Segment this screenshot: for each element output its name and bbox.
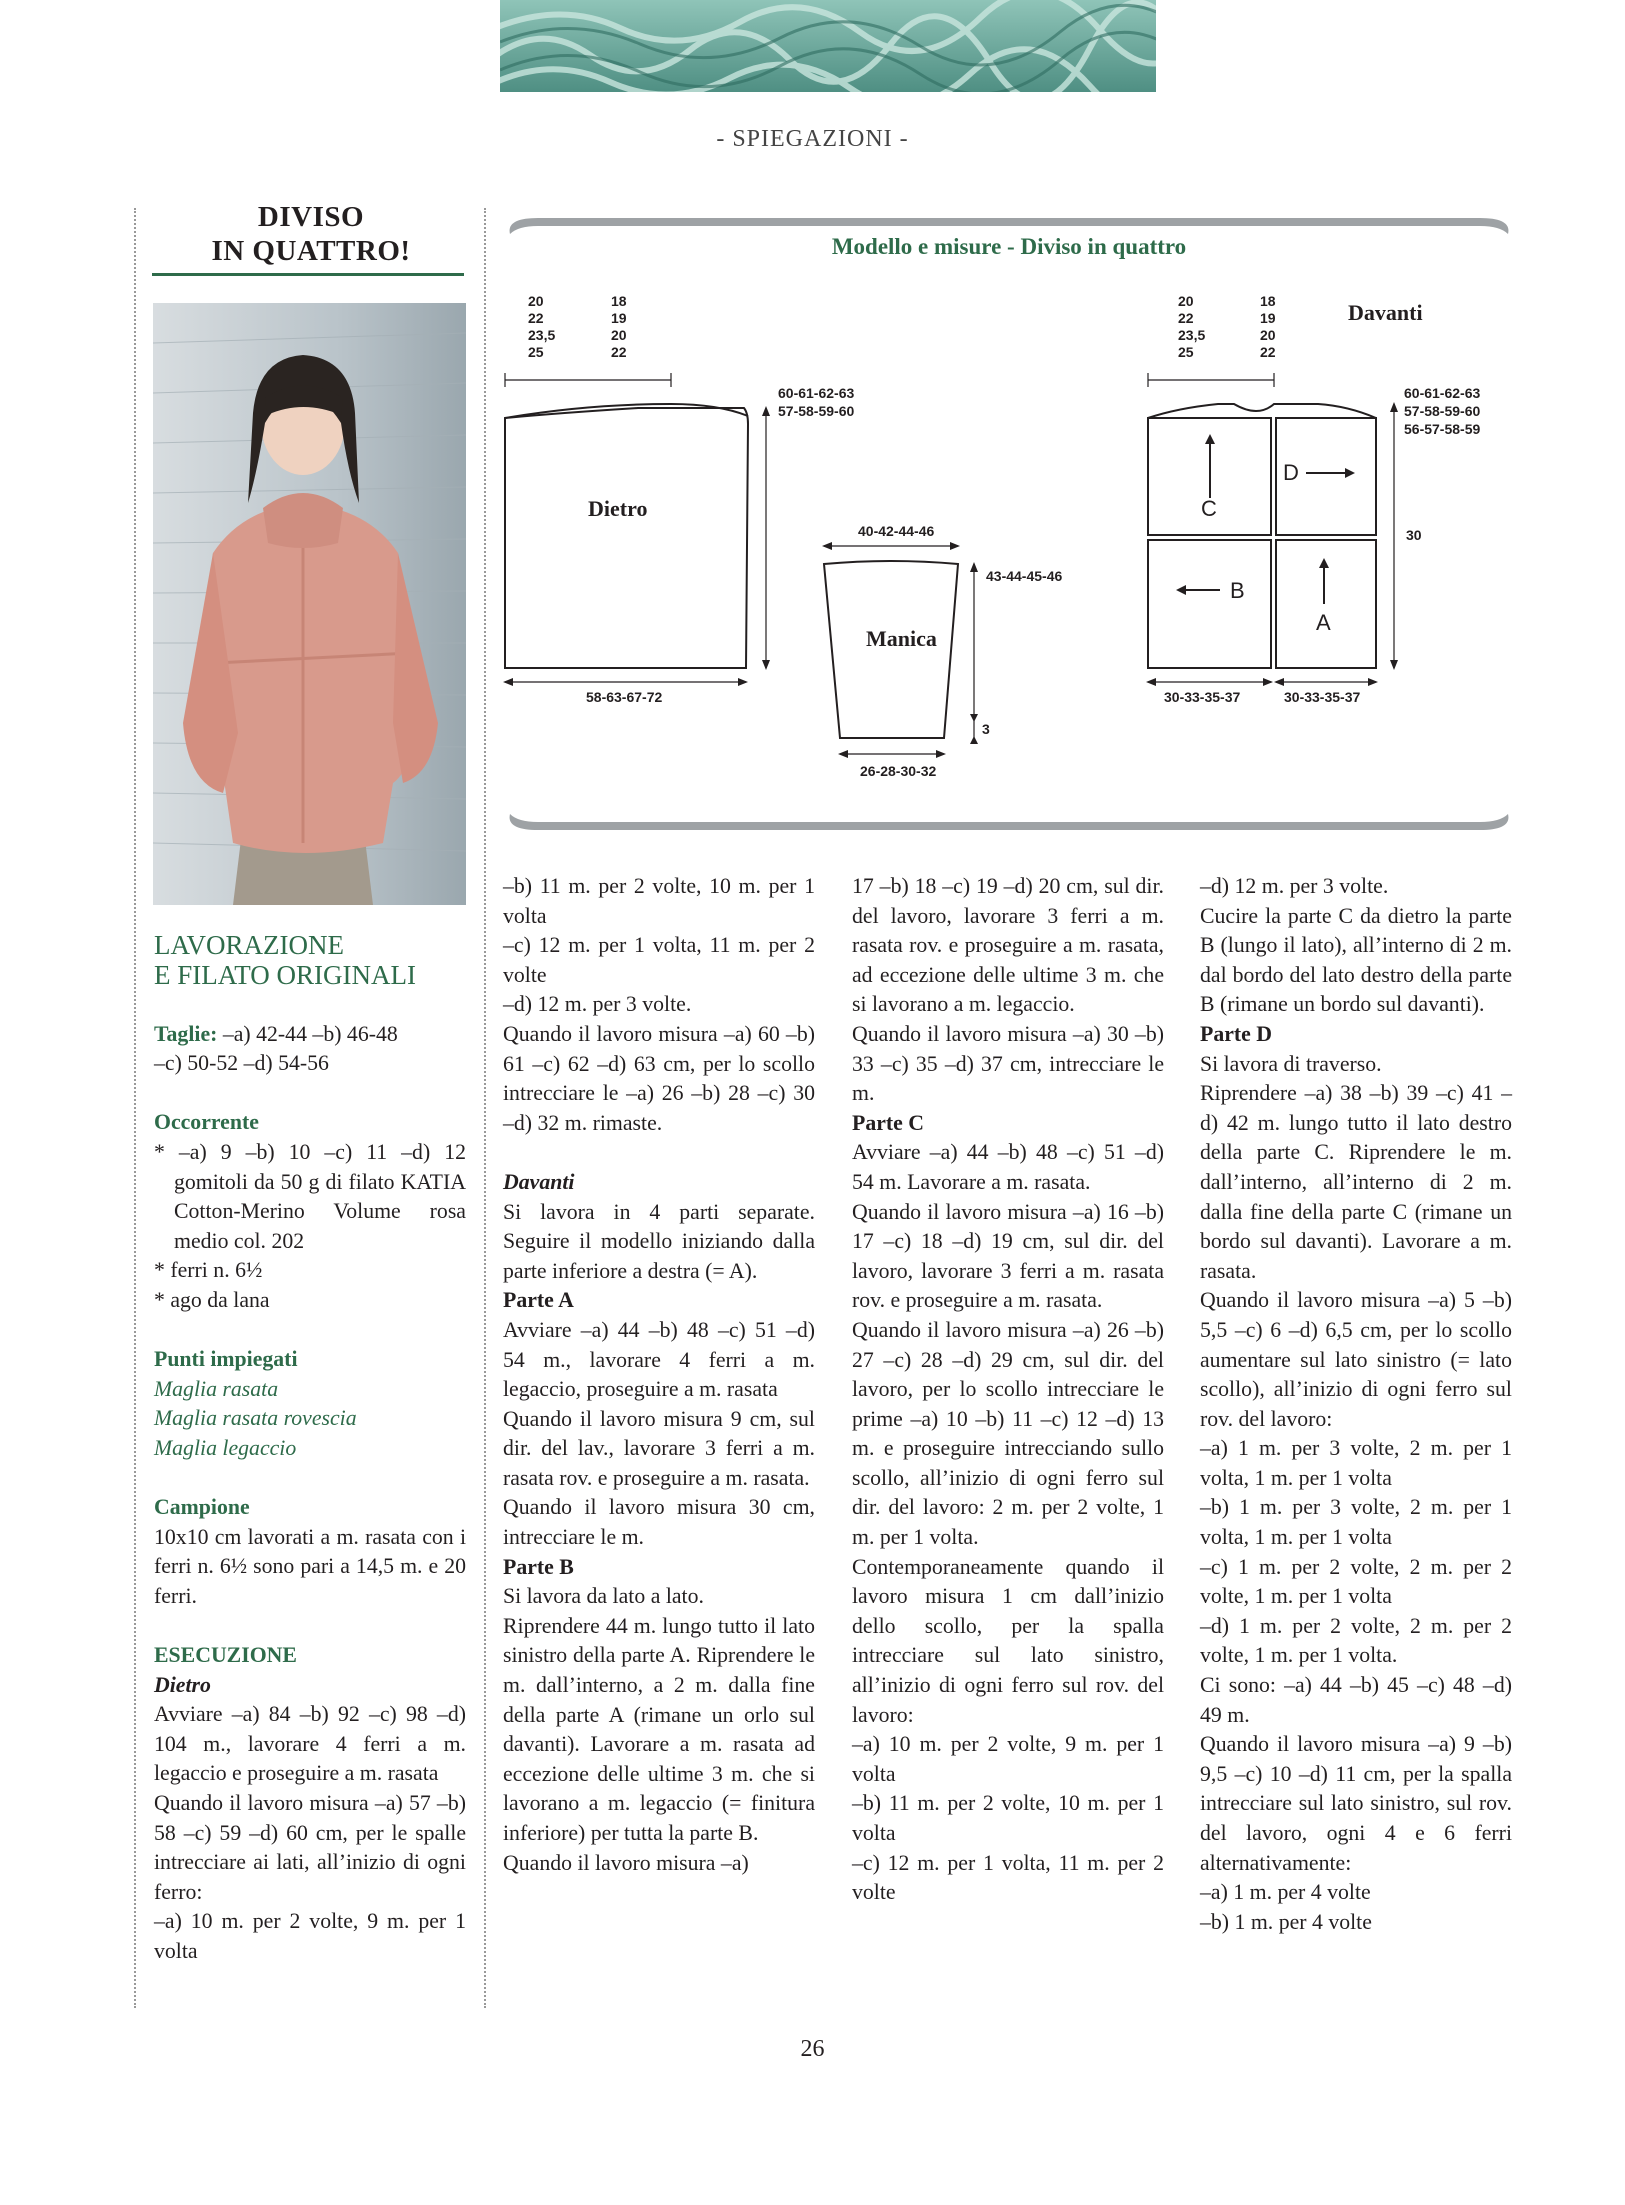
sleeve-top-width: 40-42-44-46 xyxy=(858,523,935,539)
paragraph: Quando il lavoro misura –a) xyxy=(503,1850,749,1875)
front-neck-right-4: 22 xyxy=(1260,344,1276,360)
paragraph: 17 –b) 18 –c) 19 –d) 20 cm, sul dir. del lavoro, lavorare 3 ferri a m. rasata rov. e proseguire a m. rasata, ad eccezione delle ultime 3 m. che si lavorano a m. legaccio. xyxy=(852,874,1164,1017)
part-d-heading: Parte D xyxy=(1200,1021,1273,1046)
paragraph: Avviare –a) 44 –b) 48 –c) 51 –d) 54 m., lavorare 4 ferri a m. legaccio, proseguire a m. rasata xyxy=(503,1317,815,1402)
paragraph: –c) 1 m. per 2 volte, 2 m. per 2 volte, 1 m. per 1 volta xyxy=(1200,1554,1512,1609)
front-neck-right-3: 20 xyxy=(1260,327,1276,343)
back-neck-right-4: 22 xyxy=(611,344,627,360)
back-neck-left-2: 22 xyxy=(528,310,544,326)
sleeve-height: 43-44-45-46 xyxy=(986,568,1063,584)
part-label-d: D xyxy=(1283,460,1299,485)
paragraph: –d) 12 m. per 3 volte. xyxy=(503,992,692,1017)
back-label: Dietro xyxy=(588,496,648,521)
paragraph: Si lavora da lato a lato. xyxy=(503,1584,704,1609)
back-height-1: 60-61-62-63 xyxy=(778,385,855,401)
paragraph: Quando il lavoro misura –a) 26 –b) 27 –c) 28 –d) 29 cm, sul dir. del lavoro, per lo scollo intrecciare le prime –a) 10 –b) 11 –c) 12 –d) 13 m. e proseguire intrecciando sullo scollo, all’inizio di ogni ferro sul dir. del lavoro: 2 m. per 2 volte, 1 m. per 1 volta. xyxy=(852,1317,1164,1550)
paragraph: –c) 12 m. per 1 volta, 11 m. per 2 volte xyxy=(503,933,815,987)
column-rule xyxy=(484,208,486,2008)
back-neck-left-3: 23,5 xyxy=(528,327,556,343)
part-label-b: B xyxy=(1230,578,1245,603)
paragraph: –a) 10 m. per 2 volte, 9 m. per 1 volta xyxy=(852,1732,1164,1786)
gauge-text: 10x10 cm lavorati a m. rasata con i ferri n. 6½ sono pari a 14,5 m. e 20 ferri. xyxy=(154,1524,466,1608)
paragraph: –b) 1 m. per 3 volte, 2 m. per 1 volta, 1 m. per 1 volta xyxy=(1200,1495,1512,1550)
paragraph: Avviare –a) 84 –b) 92 –c) 98 –d) 104 m., lavorare 4 ferri a m. legaccio e proseguire a m. rasata xyxy=(154,1702,466,1786)
running-title: - SPIEGAZIONI - xyxy=(716,126,909,152)
front-neck-left-4: 25 xyxy=(1178,344,1194,360)
paragraph: Quando il lavoro misura –a) 5 –b) 5,5 –c) 6 –d) 6,5 cm, per lo scollo aumentare sul lato sinistro (= lato scollo), all’inizio di ogni ferro sul rov. del lavoro: xyxy=(1200,1288,1512,1431)
page-number: 26 xyxy=(800,2036,825,2062)
occorrente-heading: Occorrente xyxy=(154,1110,259,1135)
stitches-heading: Punti impiegati xyxy=(154,1347,298,1372)
paragraph: Quando il lavoro misura 9 cm, sul dir. del lav., lavorare 3 ferri a m. rasata rov. e proseguire a m. rasata. xyxy=(503,1406,815,1490)
paragraph: Si lavora in 4 parti separate. Seguire il modello iniziando dalla parte inferiore a destra (= A). xyxy=(503,1199,815,1283)
back-neck-left-4: 25 xyxy=(528,344,544,360)
sizes-label: Taglie: xyxy=(154,1021,218,1046)
paragraph: Quando il lavoro misura –a) 9 –b) 9,5 –c) 10 –d) 11 cm, per la spalla intrecciare sul lato sinistro, sul rov. del lavoro, ogni 4 e 6 ferri alternativamente: xyxy=(1200,1732,1512,1875)
back-neck-left-1: 20 xyxy=(528,293,544,309)
front-height-3: 56-57-58-59 xyxy=(1404,421,1481,437)
frame-top xyxy=(510,218,1509,234)
sleeve-label: Manica xyxy=(866,626,937,651)
paragraph: –c) 12 m. per 1 volta, 11 m. per 2 volte xyxy=(852,1850,1164,1905)
front-neck-left-1: 20 xyxy=(1178,293,1194,309)
front-neck-right-1: 18 xyxy=(1260,293,1276,309)
materials-item: * ago da lana xyxy=(154,1287,270,1312)
back-heading: Dietro xyxy=(154,1672,211,1697)
front-width-left: 30-33-35-37 xyxy=(1164,689,1241,705)
title-line: DIVISO xyxy=(257,201,365,233)
paragraph: –a) 1 m. per 3 volte, 2 m. per 1 volta, 1 m. per 1 volta xyxy=(1200,1436,1512,1490)
paragraph: –b) 11 m. per 2 volte, 10 m. per 1 volta xyxy=(852,1791,1164,1845)
paragraph: Contemporaneamente quando il lavoro misura 1 cm dall’inizio dello scollo, per la spalla intrecciare sul lato sinistro, all’inizio di ogni ferro sul rov. del lavoro: xyxy=(852,1554,1164,1727)
stitch-item: Maglia rasata xyxy=(154,1376,279,1401)
article-title xyxy=(150,200,472,268)
part-c-heading: Parte C xyxy=(852,1110,925,1135)
sizes xyxy=(154,1020,466,1050)
paragraph: Riprendere 44 m. lungo tutto il lato sinistro della parte A. Riprendere le m. dall’interno, a 2 m. dalla fine della parte A (rimane un orlo sul davanti). Lavorare a m. rasata ad eccezione delle ultime 3 m. che si lavorano a m. legaccio (= finitura inferiore) per tutta la parte B. xyxy=(503,1613,815,1845)
sleeve-bottom-width: 26-28-30-32 xyxy=(860,763,937,779)
back-neck-right-2: 19 xyxy=(611,310,627,326)
paragraph: –b) 11 m. per 2 volte, 10 m. per 1 volta xyxy=(503,874,815,928)
front-quarter-height: 30 xyxy=(1406,527,1422,543)
front-neck-left-2: 22 xyxy=(1178,310,1194,326)
paragraph: Quando il lavoro misura –a) 30 –b) 33 –c) 35 –d) 37 cm, intrecciare le m. xyxy=(852,1021,1164,1106)
text-column-3 xyxy=(852,872,1164,1908)
pattern-diagram xyxy=(498,208,1520,840)
stitch-item: Maglia rasata rovescia xyxy=(154,1406,357,1431)
back-neck-right-1: 18 xyxy=(611,293,627,309)
front-part-a xyxy=(1276,540,1376,668)
text-column-4 xyxy=(1200,872,1512,1937)
paragraph: –d) 1 m. per 2 volte, 2 m. per 2 volte, 1 m. per 1 volta. xyxy=(1200,1613,1512,1668)
front-heading: Davanti xyxy=(503,1169,575,1194)
part-a-heading: Parte A xyxy=(503,1288,574,1313)
paragraph: –b) 1 m. per 4 volte xyxy=(1200,1909,1372,1934)
paragraph: –a) 10 m. per 2 volte, 9 m. per 1 volta xyxy=(154,1909,466,1963)
back-piece xyxy=(505,408,748,668)
materials-item: * –a) 9 –b) 10 –c) 11 –d) 12 gomitoli da 50 g di filato KATIA Cotton-Merino Volume rosa medio col. 202 xyxy=(154,1139,466,1253)
sizes-values: –c) 50-52 –d) 54-56 xyxy=(154,1051,329,1076)
front-height-1: 60-61-62-63 xyxy=(1404,385,1481,401)
text-column-2 xyxy=(503,872,815,1878)
frame-bottom xyxy=(510,814,1509,830)
front-neck-right-2: 19 xyxy=(1260,310,1276,326)
paragraph: Riprendere –a) 38 –b) 39 –c) 41 –d) 42 m. lungo tutto il lato destro della parte C. Riprendere le m. dall’interno, all’interno di 2 m. dalla fine della parte C (rimane un bordo sul davanti). Lavorare a m. rasata. xyxy=(1200,1081,1512,1283)
front-height-2: 57-58-59-60 xyxy=(1404,403,1481,419)
paragraph: Quando il lavoro misura –a) 16 –b) 17 –c) 18 –d) 19 cm, sul dir. del lavoro, lavorare 3 ferri a m. rasata rov. e proseguire a m. rasata. xyxy=(852,1199,1164,1313)
text-column-1 xyxy=(154,930,466,1967)
paragraph: Ci sono: –a) 44 –b) 45 –c) 48 –d) 49 m. xyxy=(1200,1673,1512,1727)
execution-heading: ESECUZIONE xyxy=(154,1643,297,1668)
front-neck-left-3: 23,5 xyxy=(1178,327,1206,343)
title-underline xyxy=(152,273,464,276)
part-label-c: C xyxy=(1201,496,1217,521)
paragraph: Cucire la parte C da dietro la parte B (lungo il lato), all’interno di 2 m. dal bordo del lato destro della parte B (rimane un bordo sul davanti). xyxy=(1200,903,1512,1017)
sleeve-cuff: 3 xyxy=(982,721,990,737)
paragraph: –d) 12 m. per 3 volte. xyxy=(1200,874,1389,898)
paragraph: Avviare –a) 44 –b) 48 –c) 51 –d) 54 m. Lavorare a m. rasata. xyxy=(852,1140,1164,1194)
section-heading: E FILATO ORIGINALI xyxy=(154,960,416,990)
section-heading: LAVORAZIONE xyxy=(154,930,344,960)
diagram-title: Modello e misure - Diviso in quattro xyxy=(831,234,1187,259)
gauge-heading: Campione xyxy=(154,1495,250,1520)
paragraph: Si lavora di traverso. xyxy=(1200,1051,1382,1076)
materials-item: * ferri n. 6½ xyxy=(154,1258,263,1283)
back-height-2: 57-58-59-60 xyxy=(778,403,855,419)
column-rule xyxy=(134,208,136,2008)
back-width: 58-63-67-72 xyxy=(586,689,663,705)
front-label: Davanti xyxy=(1348,300,1423,325)
header-yarn-image xyxy=(500,0,1156,92)
front-part-b xyxy=(1148,540,1271,668)
stitch-item: Maglia legaccio xyxy=(154,1435,297,1460)
title-line: IN QUATTRO! xyxy=(211,235,411,267)
front-width-right: 30-33-35-37 xyxy=(1284,689,1361,705)
back-neck-right-3: 20 xyxy=(611,327,627,343)
model-photo xyxy=(153,303,466,905)
sizes-values: –a) 42-44 –b) 46-48 xyxy=(217,1021,398,1046)
part-b-heading: Parte B xyxy=(503,1554,574,1579)
paragraph: Quando il lavoro misura –a) 60 –b) 61 –c) 62 –d) 63 cm, per lo scollo intrecciare le –a) 26 –b) 28 –c) 30 –d) 32 m. rimaste. xyxy=(503,1021,815,1135)
paragraph: Quando il lavoro misura 30 cm, intrecciare le m. xyxy=(503,1495,815,1550)
paragraph: Quando il lavoro misura –a) 57 –b) 58 –c) 59 –d) 60 cm, per le spalle intrecciare ai lati, all’inizio di ogni ferro: xyxy=(154,1791,466,1904)
part-label-a: A xyxy=(1316,610,1331,635)
paragraph: –a) 1 m. per 4 volte xyxy=(1200,1880,1371,1905)
